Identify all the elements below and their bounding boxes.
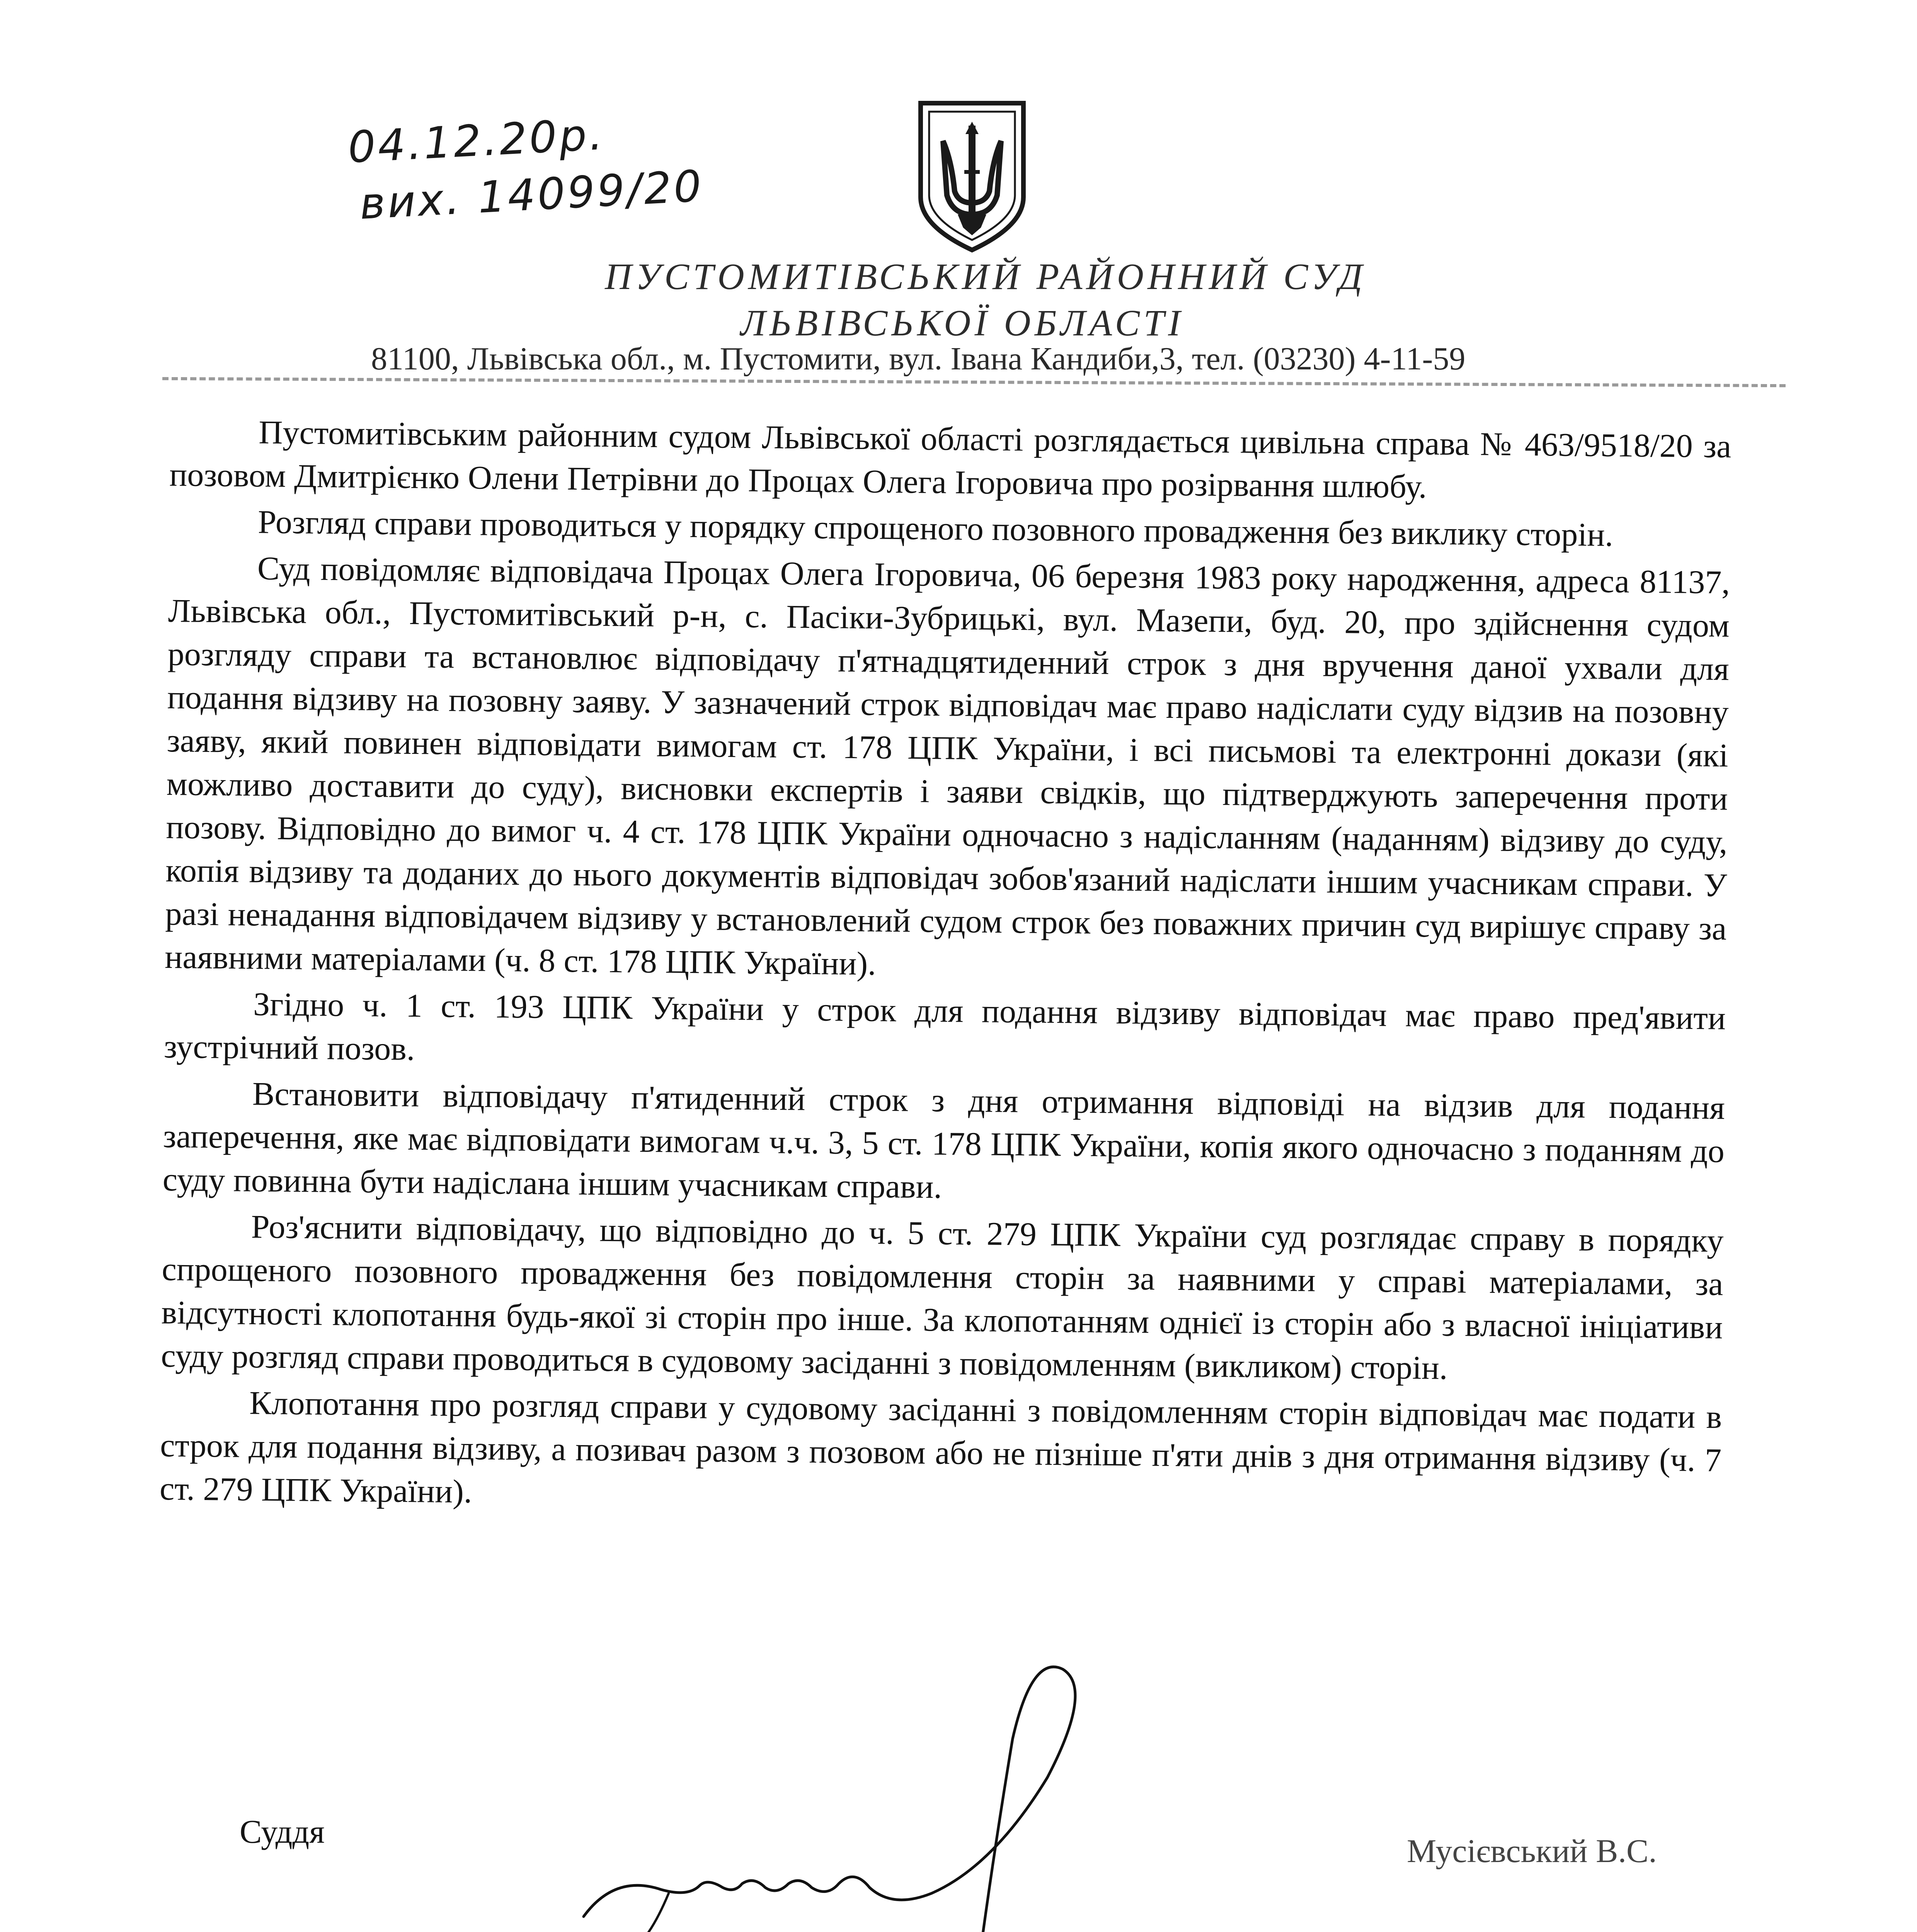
judge-title: Суддя bbox=[240, 1813, 325, 1850]
court-name-line-2: ЛЬВІВСЬКОЇ ОБЛАСТІ bbox=[740, 302, 1185, 344]
handwritten-signature-icon bbox=[560, 1507, 1256, 1932]
court-name-line-1: ПУСТОМИТІВСЬКИЙ РАЙОННИЙ СУД bbox=[605, 256, 1366, 297]
notice-body bbox=[160, 410, 1731, 1528]
signature-block bbox=[0, 1808, 1917, 1932]
paragraph-procedure: Розгляд справи проводиться у порядку спрощеного позовного провадження без виклику сторін. bbox=[257, 503, 1614, 553]
handwritten-outgoing-number: вих. 14099/20 bbox=[358, 161, 705, 230]
paragraph-counterclaim: Згідно ч. 1 ст. 193 ЦПК України у строк для подання відзиву відповідач має право пред'явити зустрічний позов. bbox=[163, 985, 1726, 1068]
handwritten-date: 04.12.20р. bbox=[347, 109, 606, 173]
judge-name: Мусієвський В.С. bbox=[1407, 1832, 1657, 1869]
paragraph-motion: Клопотання про розгляд справи у судовому засіданні з повідомленням сторін відповідач має подати в строк для подання відзиву, а позивач разом з позовом або не пізніше п'яти днів з дня отримання відзиву (ч. 7 ст. 279 ЦПК України). bbox=[159, 1384, 1722, 1510]
court-address: 81100, Львівська обл., м. Пустомити, вул. Івана Кандиби,3, тел. (03230) 4-11-59 bbox=[371, 341, 1466, 377]
header-divider bbox=[162, 377, 1786, 387]
paragraph-notification: Суд повідомляє відповідача Процах Олега Ігоровича, 06 березня 1983 року народження, адреса 81137, Львівська обл., Пустомитівський р-н, с. Пасіки-Зубрицькі, вул. Мазепи, буд. 20, про здійснення судом розгляду справи та встановлює відповідачу п'ятнадцятиденний строк з дня вручення даної ухвали для подання відзиву на позовну заяву. У зазначений строк відповідач має право надіслати суду відзив на позовну заяву, який повинен відповідати вимогам ст. 178 ЦПК України, і всі письмові та електронні докази (які можливо доставити до суду), висновки експертів і заяви свідків, що підтверджують заперечення проти позову. Відповідно до вимог ч. 4 ст. 178 ЦПК України одночасно з надісланням (наданням) відзиву до суду, копія відзиву та доданих до нього документів відповідач зобов'язаний надіслати іншим учасникам справи. У разі ненадання відповідачем відзиву у встановлений судом строк без поважних причин суд вирішує справу за наявними матеріалами (ч. 8 ст. 178 ЦПК України). bbox=[164, 549, 1730, 982]
paragraph-case: Пустомитівським районним судом Львівської області розглядається цивільна справа № 463/9518/20 за позовом Дмитрієнко Олени Петрівни до Процах Олега Ігоровича про розірвання шлюбу. bbox=[169, 413, 1731, 505]
paragraph-objection: Встановити відповідачу п'ятиденний строк з дня отримання відповіді на відзив для подання заперечення, яке має відповідати вимогам ч.ч. 3, 5 ст. 178 ЦПК України, копія якого одночасно з поданням до суду повинна бути надіслана іншим учасникам справи. bbox=[162, 1075, 1725, 1206]
paragraph-explanation: Роз'яснити відповідачу, що відповідно до ч. 5 ст. 279 ЦПК України суд розглядає справу в порядку спрощеного позовного провадження без повідомлення сторін за наявними у справі матеріалами, за відсутності клопотання будь-якої зі сторін про інше. За клопотанням однієї із сторін або з власної ініціативи суду розгляд справи проводиться в судовому засіданні з повідомленням (викликом) сторін. bbox=[161, 1208, 1724, 1386]
coat-of-arms-icon bbox=[916, 99, 1028, 253]
